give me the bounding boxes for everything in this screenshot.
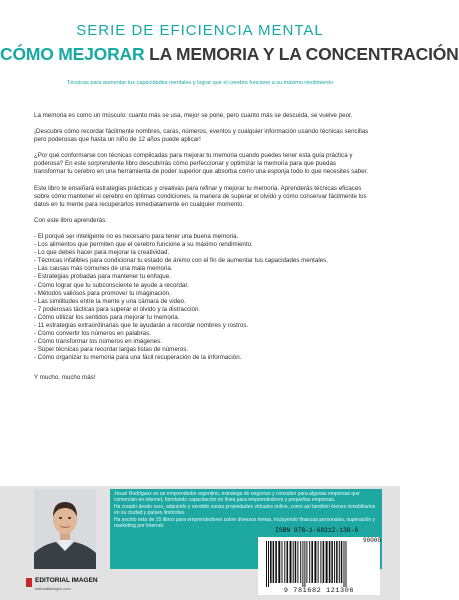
barcode-bar — [266, 541, 267, 587]
barcode-bar — [314, 541, 316, 583]
series-title: SERIE DE EFICIENCIA MENTAL — [76, 22, 324, 39]
barcode-bar — [329, 541, 331, 583]
list-item: - Métodos valiosos para promover tu imaginación. — [34, 289, 171, 297]
list-intro: Con este libro aprenderás: — [34, 216, 107, 224]
book-title — [0, 44, 459, 65]
barcode-bar — [311, 541, 313, 583]
barcode-bar — [302, 541, 303, 587]
closing-line: Y mucho, mucho más! — [34, 374, 96, 382]
barcode-bar — [334, 541, 335, 583]
barcode-bar — [318, 541, 319, 583]
barcode-bar — [284, 541, 285, 583]
barcode-bar — [293, 541, 294, 583]
blurb-paragraph: La memoria es como un músculo: cuanto más se usa, mejor se pone, pero cuanto más se descuida, se vuelve peor. — [34, 112, 353, 119]
list-item: - Lo que debes hacer para mejorar la creatividad. — [34, 249, 170, 257]
list-item: - Los alimentos que permiten que el cerebro funcione a su máximo rendimiento. — [34, 241, 253, 249]
barcode-bar — [282, 541, 283, 583]
publisher-logo-icon — [26, 578, 32, 587]
list-item: - El porqué ser inteligente no es necesario para tener una buena memoria. — [34, 232, 239, 240]
barcode-bar — [297, 541, 298, 583]
book-title-rest: LA MEMORIA Y LA CONCENTRACIÓN — [149, 44, 459, 64]
barcode-bar — [275, 541, 277, 583]
list-item: - Cómo transformar los números en imágenes. — [34, 338, 162, 346]
list-item: - Técnicas infalibles para condicionar tu estado de ánimo con el fin de aumentar tus capacidades mentales. — [34, 257, 328, 265]
publisher-url: editorialimagen.com — [35, 586, 71, 591]
barcode-bar — [304, 541, 305, 587]
barcode-bar — [323, 541, 325, 583]
list-item: - Las similitudes entre la mente y una cámara de video. — [34, 297, 186, 305]
isbn-label: ISBN 978-1-68212-130-6 — [275, 527, 359, 534]
barcode-bar — [320, 541, 321, 583]
barcode-bar — [290, 541, 292, 583]
author-bio — [114, 491, 380, 529]
barcode-bar — [344, 541, 345, 587]
barcode-bar — [339, 541, 340, 583]
list-item: - Súper técnicas para recordar largas listas de números. — [34, 346, 189, 354]
barcode-bar — [268, 541, 269, 587]
barcode-bar — [270, 541, 272, 583]
publisher-name: EDITORIAL IMAGEN — [35, 577, 98, 584]
author-photo — [34, 489, 96, 569]
book-subtitle: Técnicas para aumentar tus capacidades mentales y lograr que el cerebro funcione a su máximo rendimiento — [66, 80, 334, 86]
barcode-bar — [346, 541, 347, 587]
barcode-bar — [306, 541, 307, 583]
list-item: - Cómo utilizar los sentidos para mejorar tu memoria. — [34, 313, 180, 321]
blurb — [34, 112, 369, 391]
book-title-highlight: CÓMO MEJORAR — [0, 44, 145, 64]
barcode-bar — [341, 541, 343, 583]
list-item: - Cómo lograr que tu subconsciente te ayude a recordar. — [34, 281, 189, 289]
blurb-paragraph: ¿Por qué conformarse con técnicas complicadas para mejorar tu memoria cuando puedes tener esta guía práctica y poderosa? En este sorprendente libro descubrirás cómo perfeccionar y optimizar la memoria para que puedas transformar tu cerebro en una herramienta de poder superior que absorba como una esponja todo lo que necesites saber. — [34, 152, 368, 176]
barcode-bar — [336, 541, 338, 583]
list-item: - Cómo convertir los números en palabras. — [34, 330, 151, 338]
blurb-paragraph: Este libro te enseñará estrategias prácticas y creativas para refinar y mejorar tu memoria. Aprenderás técnicas eficaces sobre cómo mantener el cerebro en óptimas condiciones, la manera de superar el olvido y cómo conservar fácilmente los datos en tu mente para recuperarlos inmediatamente en cualquier momento. — [34, 184, 367, 208]
author-bio-paragraph: Ha escrito más de 15 libros para emprendedores sobre diversos temas, incluyendo finanzas personales, superación y marketing por Internet. — [114, 516, 375, 530]
barcode-bar — [309, 541, 310, 583]
author-bio-paragraph: Josué Rodríguez es un emprendedor argentino, estratega de negocios y consultor para algunas empresas que comercian en internet, brindando capacitación en línea para emprendedores y pequeñas empresas. — [114, 491, 360, 504]
barcode-bar — [278, 541, 280, 583]
barcode-digits: 9 781682 121306 — [258, 587, 380, 595]
list-item: - 7 poderosas tácticas para superar el olvido y la distracción. — [34, 305, 201, 313]
list-item: - Estrategias probadas para mantener tu enfoque. — [34, 273, 171, 281]
barcode-bar — [300, 541, 301, 583]
list-item: - Las causas más comunes de una mala memoria. — [34, 265, 173, 273]
blurb-paragraph: ¡Descubre cómo recordar fácilmente nombres, caras, números, eventos y cualquier información usando técnicas sencillas pero poderosas que hasta un niño de 12 años puede aplicar! — [34, 128, 369, 144]
price-code: 90000 — [363, 537, 382, 544]
barcode-bar — [331, 541, 333, 583]
barcode-bar — [295, 541, 297, 583]
benefits-list — [34, 233, 369, 363]
list-item: - 11 estrategias extraordinarias que te ayudarán a recordar nombres y rostros. — [34, 321, 249, 329]
barcode-bar — [287, 541, 289, 583]
author-bio-paragraph: Ha creado desde cero, adquirido y vendido varias propiedades virtuales online, como así también bienes inmobiliarios en su ciudad y países limítrofes. — [114, 503, 376, 517]
list-item: - Cómo organizar tu memoria para una fácil recuperación de la información. — [34, 354, 242, 362]
barcode-bar — [273, 541, 275, 583]
barcode-bar — [326, 541, 328, 583]
